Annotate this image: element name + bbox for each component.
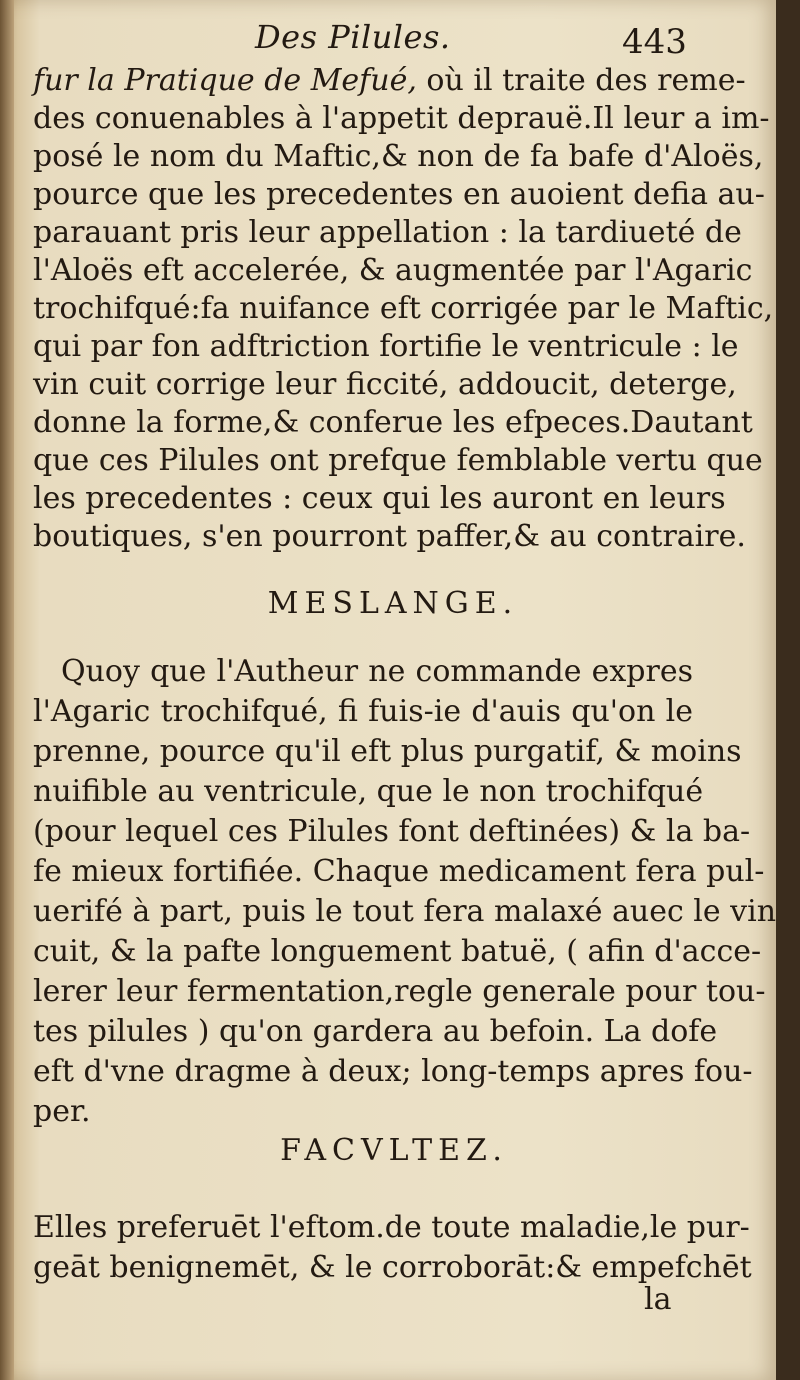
text-line: eft d'vne dragme à deux; long-temps apres fou- xyxy=(33,1054,753,1089)
text-line: Elles preferuēt l'eftom.de toute maladie,le pur- xyxy=(33,1210,750,1245)
page-header xyxy=(0,18,776,68)
text-line: uerifé à part, puis le tout fera malaxé auec le vin xyxy=(33,894,777,929)
page-gutter xyxy=(0,0,14,1380)
text-line: (pour lequel ces Pilules font deftinées) & la ba- xyxy=(33,814,751,849)
text-line: vin cuit corrige leur ficcité, addoucit, deterge, xyxy=(33,367,737,402)
text-line: nuifible au ventricule, que le non trochifqué xyxy=(33,774,704,809)
text-line: des conuenables à l'appetit deprauë.Il leur a im- xyxy=(33,101,770,136)
text-line: lerer leur fermentation,regle generale pour tou- xyxy=(33,974,766,1009)
text-line: geāt benignemēt, & le corroborāt:& empefchēt xyxy=(33,1250,752,1285)
paragraph-meslange xyxy=(33,652,777,1132)
page-number: 443 xyxy=(622,22,687,62)
text-line: fe mieux fortifiée. Chaque medicament fera pul- xyxy=(33,854,765,889)
text-line: pource que les precedentes en auoient defia au- xyxy=(33,177,765,212)
paragraph-facultez xyxy=(33,1208,752,1288)
text-line: trochifqué:fa nuifance eft corrigée par le Maftic, xyxy=(33,291,774,326)
text-line: les precedentes : ceux qui les auront en leurs xyxy=(33,481,726,516)
italic-title-reference: fur la Pratique de Mefué, xyxy=(33,63,417,98)
text-line: l'Aloës eft accelerée, & augmentée par l'Agaric xyxy=(33,253,753,288)
paragraph-intro xyxy=(33,62,774,556)
text-line: qui par fon adftriction fortifie le ventricule : le xyxy=(33,329,739,364)
text-line: parauant pris leur appellation : la tardiueté de xyxy=(33,215,742,250)
running-head: Des Pilules. xyxy=(255,18,451,56)
section-heading-meslange: MESLANGE. xyxy=(267,586,519,621)
text-line: l'Agaric trochifqué, fi fuis-ie d'auis qu'on le xyxy=(33,694,693,729)
catchword: la xyxy=(644,1282,672,1317)
text-line: boutiques, s'en pourront paffer,& au contraire. xyxy=(33,519,746,554)
text-line: que ces Pilules ont prefque femblable vertu que xyxy=(33,443,763,478)
text-line xyxy=(33,62,746,100)
text-line: posé le nom du Maftic,& non de fa bafe d'Aloës, xyxy=(33,139,764,174)
section-heading-facultez: FACVLTEZ. xyxy=(280,1133,508,1168)
text-line: tes pilules ) qu'on gardera au befoin. La dofe xyxy=(33,1014,718,1049)
text-line: Quoy que l'Autheur ne commande expres xyxy=(61,654,693,689)
text-line: cuit, & la pafte longuement batuë, ( afin d'acce- xyxy=(33,934,762,969)
text-line: prenne, pource qu'il eft plus purgatif, & moins xyxy=(33,734,742,769)
text-fragment: où il traite des reme- xyxy=(416,63,746,98)
text-line: donne la forme,& conferue les efpeces.Dautant xyxy=(33,405,753,440)
text-line: per. xyxy=(33,1094,91,1129)
